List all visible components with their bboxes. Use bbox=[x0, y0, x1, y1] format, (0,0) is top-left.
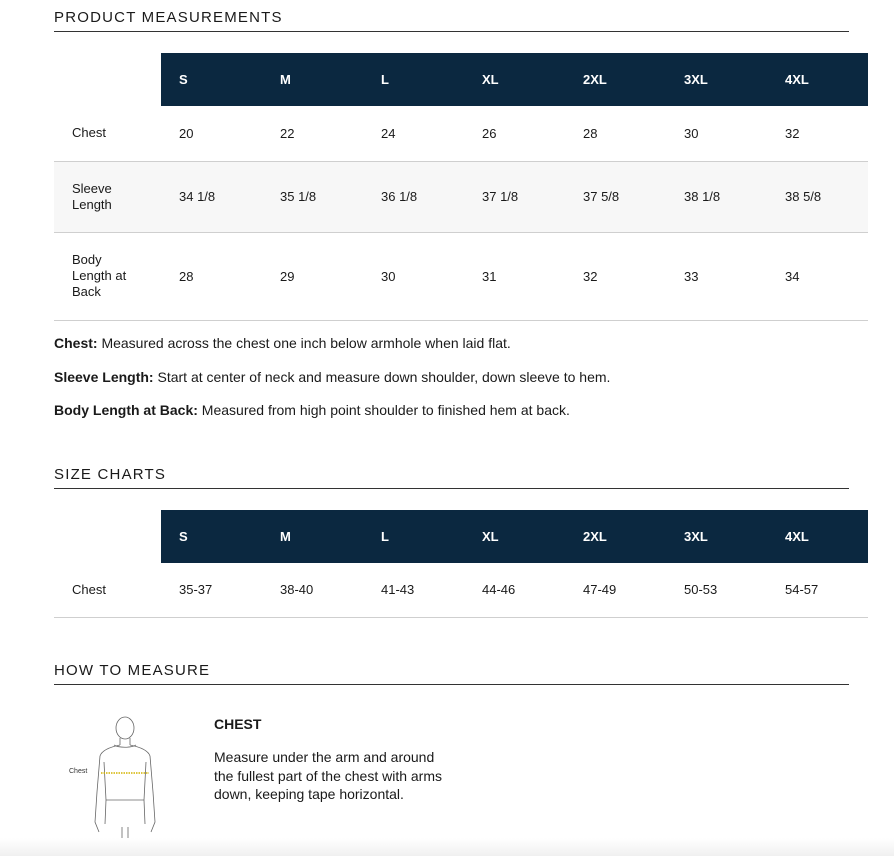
table-cell: 37 1/8 bbox=[464, 161, 565, 232]
table-cell: 31 bbox=[464, 232, 565, 320]
header-blank-cell bbox=[54, 510, 161, 563]
table-cell: 54-57 bbox=[767, 563, 868, 617]
table-cell: 37 5/8 bbox=[565, 161, 666, 232]
size-header: 3XL bbox=[666, 510, 767, 563]
table-cell: 35-37 bbox=[161, 563, 262, 617]
row-label: Body Length at Back bbox=[54, 232, 161, 320]
size-header: S bbox=[161, 53, 262, 106]
size-charts-title: SIZE CHARTS bbox=[54, 466, 849, 489]
table-row-body-length bbox=[54, 232, 868, 320]
note-text: Start at center of neck and measure down shoulder, down sleeve to hem. bbox=[153, 369, 611, 385]
figure-label: Chest bbox=[69, 768, 88, 775]
table-cell: 20 bbox=[161, 106, 262, 161]
row-label: Chest bbox=[54, 563, 161, 617]
table-row-sleeve-length bbox=[54, 161, 868, 232]
size-header: 2XL bbox=[565, 53, 666, 106]
note-text: Measured across the chest one inch below armhole when laid flat. bbox=[97, 335, 511, 351]
size-header-row bbox=[54, 53, 868, 106]
table-cell: 38-40 bbox=[262, 563, 363, 617]
size-header: L bbox=[363, 53, 464, 106]
table-row-chest bbox=[54, 106, 868, 161]
table-cell: 36 1/8 bbox=[363, 161, 464, 232]
header-blank-cell bbox=[54, 53, 161, 106]
size-header: 4XL bbox=[767, 53, 868, 106]
table-cell: 32 bbox=[767, 106, 868, 161]
size-header: L bbox=[363, 510, 464, 563]
product-measurements-title: PRODUCT MEASUREMENTS bbox=[54, 9, 849, 32]
measure-instructions: Measure under the arm and around the fullest part of the chest with arms down, keeping tape horizontal. bbox=[214, 749, 442, 802]
note-term: Body Length at Back: bbox=[54, 402, 198, 418]
size-header: XL bbox=[464, 510, 565, 563]
size-header: XL bbox=[464, 53, 565, 106]
table-cell: 28 bbox=[565, 106, 666, 161]
table-cell: 44-46 bbox=[464, 563, 565, 617]
size-charts-table bbox=[54, 510, 868, 618]
table-cell: 26 bbox=[464, 106, 565, 161]
table-cell: 47-49 bbox=[565, 563, 666, 617]
row-label: Chest bbox=[54, 106, 161, 161]
size-header: 3XL bbox=[666, 53, 767, 106]
table-cell: 38 5/8 bbox=[767, 161, 868, 232]
body-outline-icon bbox=[95, 717, 155, 842]
note-body-length bbox=[54, 402, 570, 418]
table-cell: 28 bbox=[161, 232, 262, 320]
table-cell: 30 bbox=[363, 232, 464, 320]
size-header: 2XL bbox=[565, 510, 666, 563]
table-cell: 32 bbox=[565, 232, 666, 320]
note-term: Sleeve Length: bbox=[54, 369, 154, 385]
size-header: S bbox=[161, 510, 262, 563]
row-label: Sleeve Length bbox=[54, 161, 161, 232]
size-header: M bbox=[262, 53, 363, 106]
table-cell: 50-53 bbox=[666, 563, 767, 617]
note-sleeve-length bbox=[54, 369, 610, 385]
size-header: M bbox=[262, 510, 363, 563]
table-cell: 38 1/8 bbox=[666, 161, 767, 232]
table-cell: 30 bbox=[666, 106, 767, 161]
chest-measurement-figure bbox=[64, 712, 164, 842]
table-cell: 35 1/8 bbox=[262, 161, 363, 232]
table-cell: 24 bbox=[363, 106, 464, 161]
note-text: Measured from high point shoulder to finished hem at back. bbox=[197, 402, 570, 418]
note-term: Chest: bbox=[54, 335, 98, 351]
table-row-chest bbox=[54, 563, 868, 617]
size-header: 4XL bbox=[767, 510, 868, 563]
table-cell: 22 bbox=[262, 106, 363, 161]
note-chest bbox=[54, 335, 511, 351]
table-cell: 34 bbox=[767, 232, 868, 320]
how-to-measure-title: HOW TO MEASURE bbox=[54, 662, 849, 685]
size-header-row bbox=[54, 510, 868, 563]
table-cell: 41-43 bbox=[363, 563, 464, 617]
table-cell: 33 bbox=[666, 232, 767, 320]
product-measurements-table bbox=[54, 53, 868, 321]
page-bottom-fade bbox=[0, 838, 894, 856]
measure-heading: CHEST bbox=[214, 716, 262, 732]
table-cell: 34 1/8 bbox=[161, 161, 262, 232]
table-cell: 29 bbox=[262, 232, 363, 320]
